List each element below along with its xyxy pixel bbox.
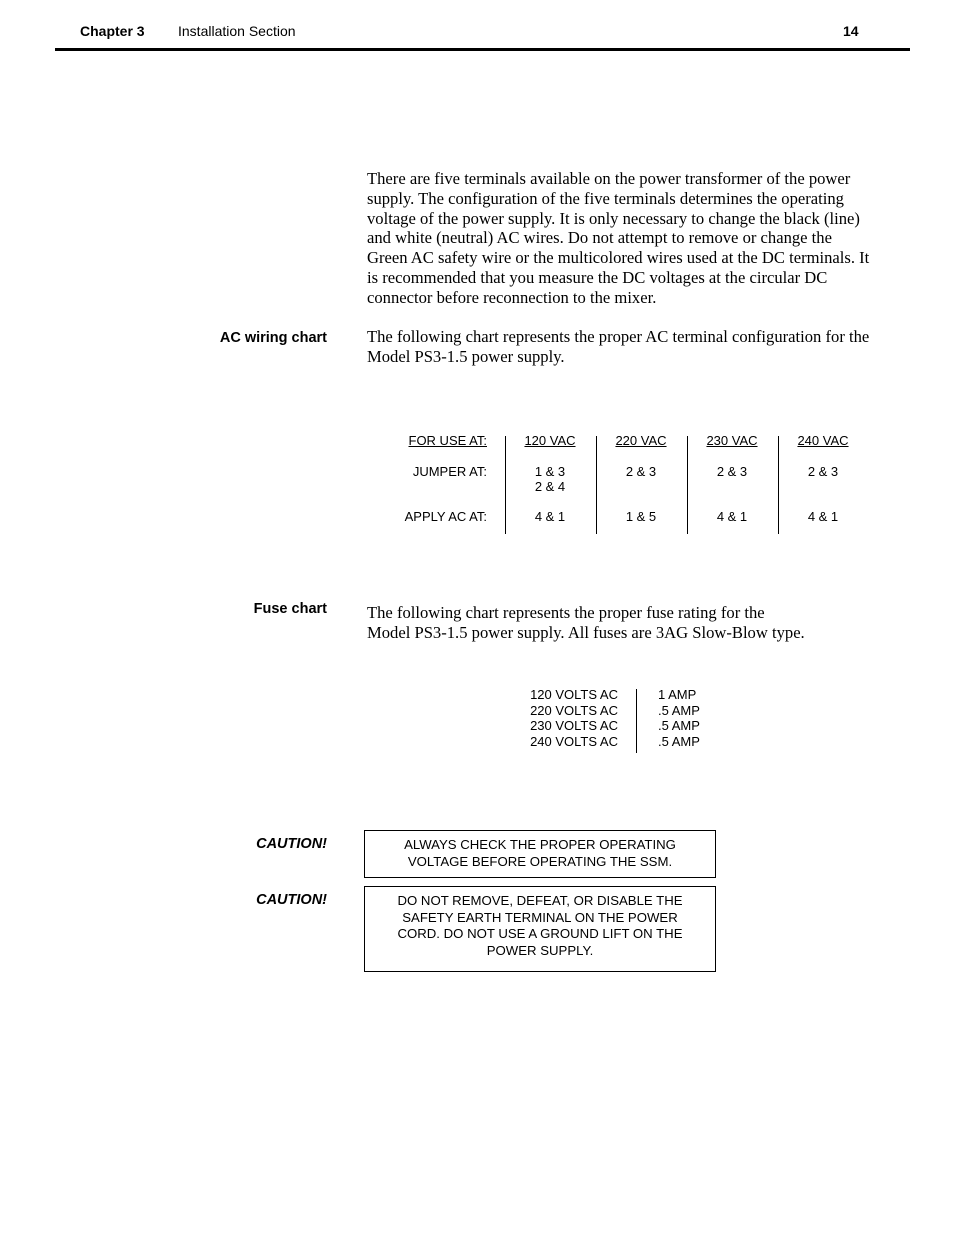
fuse-intro-line: Model PS3-1.5 power supply. All fuses are 3AG Slow-Blow type. [367,623,805,642]
intro-paragraph: There are five terminals available on the power transformer of the power supply. The configuration of the five terminals determines the operating voltage of the power supply. It is only necessary to change the black (line) and white (neutral) AC wires. Do not attempt to remove or change the Green AC safety wire or the multicolored wires used at the DC terminals. It is recommended that you measure the DC voltages at the circular DC connector before reconnection to the mixer. [367,169,870,307]
col-apply: 4 & 1 [716,509,748,524]
fuse-volts: 230 VOLTS AC [530,718,618,733]
col-apply: 1 & 5 [625,509,657,524]
page-number: 14 [843,23,859,39]
caution-label: CAUTION! [256,892,327,908]
caution-box-voltage: ALWAYS CHECK THE PROPER OPERATING VOLTAGE BEFORE OPERATING THE SSM. [364,830,716,878]
ac-wiring-label: AC wiring chart [219,330,327,346]
section-title: Installation Section [178,23,296,39]
fuse-volts-column [498,687,618,749]
row-label-jumper: JUMPER AT: [412,464,487,479]
chapter-label: Chapter 3 [80,23,145,39]
fuse-amps: .5 AMP [658,718,700,733]
col-apply: 4 & 1 [534,509,566,524]
col-voltage: 220 VAC [615,433,667,448]
col-voltage: 120 VAC [524,433,576,448]
fuse-amps-column [658,687,738,749]
col-voltage: 230 VAC [706,433,758,448]
column-divider [687,436,688,534]
row-label-apply: APPLY AC AT: [404,509,487,524]
fuse-volts: 120 VOLTS AC [530,687,618,702]
column-divider [596,436,597,534]
caution-box-earth: DO NOT REMOVE, DEFEAT, OR DISABLE THE SAFETY EARTH TERMINAL ON THE POWER CORD. DO NOT USE A GROUND LIFT ON THE POWER SUPPLY. [364,886,716,972]
fuse-volts: 220 VOLTS AC [530,702,618,718]
caution-label: CAUTION! [256,836,327,852]
fuse-amps: .5 AMP [658,733,700,749]
col-voltage: 240 VAC [797,433,849,448]
fuse-divider [636,689,637,753]
column-divider [778,436,779,534]
col-apply: 4 & 1 [807,509,839,524]
fuse-amps: 1 AMP [658,687,697,702]
fuse-amps: .5 AMP [658,702,700,718]
header-rule [55,48,910,51]
col-jumper: 2 & 3 [807,464,839,479]
col-jumper: 2 & 3 [625,464,657,479]
col-jumper: 2 & 4 [534,479,566,494]
col-jumper: 2 & 3 [716,464,748,479]
col-jumper: 1 & 3 [534,464,566,479]
fuse-volts: 240 VOLTS AC [530,733,618,749]
fuse-intro-line: The following chart represents the proper fuse rating for the [367,603,765,622]
ac-wiring-intro: The following chart represents the proper AC terminal configuration for the Model PS3-1.5 power supply. [367,327,870,366]
row-label-for-use: FOR USE AT: [408,433,487,448]
fuse-chart-intro [367,603,887,643]
fuse-chart-label: Fuse chart [253,601,327,617]
column-divider [505,436,506,534]
